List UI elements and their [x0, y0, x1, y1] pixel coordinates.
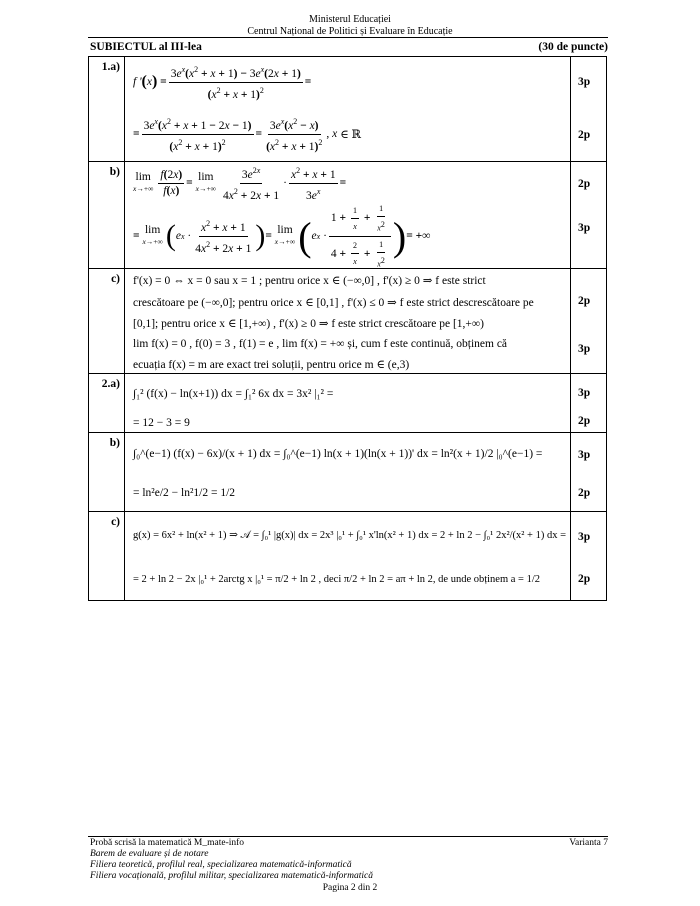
footer-track-2: Filiera vocațională, profilul militar, specializarea matematică-informatică: [90, 871, 373, 881]
points-value: 2p: [578, 129, 591, 141]
table-row: [89, 57, 607, 162]
row-content: [125, 269, 571, 374]
footer-exam: Probă scrisă la matematică M_mate-info: [90, 838, 245, 848]
row-content: [125, 162, 571, 269]
table-row: [89, 374, 607, 433]
points-value: 2p: [578, 415, 591, 427]
points-value: 3p: [578, 449, 591, 461]
header-ministry: Ministerul Educației: [309, 14, 391, 25]
formula-line: f ' ( x ) = $\frac{3e^x(x^2 + x + 1) - 3e^x(2x + 1)}{(x^2 + x + 1)^2}$ =: [133, 64, 312, 101]
formula-line: lim f(x) = 0 , f(0) = 3 , f(1) = e , lim f(x) = +∞ și, cum f este continuă, obținem că: [133, 337, 508, 350]
row-content: [125, 433, 571, 512]
row-points: [571, 269, 607, 374]
grading-table: [88, 56, 607, 601]
formula-line: = ln²e/2 − ln²1/2 = 1/2: [133, 487, 236, 499]
row-content: [125, 374, 571, 433]
formula-line: = 2 + ln 2 − 2x |₀¹ + 2arctg x |₀¹ = π/2 + ln 2 , deci π/2 + ln 2 = aπ + ln 2, de unde obținem a = 1/2: [133, 573, 541, 585]
points-value: 2p: [578, 573, 591, 585]
formula-line: ∫₁² (f(x) − ln(x+1)) dx = ∫₁² 6x dx = 3x² |₁² =: [133, 388, 334, 400]
header-center: Centrul Național de Politici și Evaluare în Educație: [247, 26, 453, 37]
row-points: [571, 512, 607, 601]
points-value: 2p: [578, 487, 591, 499]
table-row: [89, 162, 607, 269]
footer-barem: Barem de evaluare și de notare: [90, 849, 209, 859]
row-label: b): [89, 433, 125, 512]
formula-line: f'(x) = 0 ⇔ x = 0 sau x = 1 ; pentru orice x ∈ (−∞,0] , f'(x) ≥ 0 ⇒ f este strict: [133, 275, 486, 287]
footer-track-1: Filiera teoretică, profilul real, specializarea matematică-informatică: [90, 860, 352, 870]
points-value: 2p: [578, 178, 591, 190]
row-points: [571, 57, 607, 162]
row-content: [125, 512, 571, 601]
footer-variant: Varianta 7: [569, 838, 608, 848]
table-row: [89, 269, 607, 374]
formula-line: ecuația f(x) = m are exact trei soluții, pentru orice m ∈ (e,3): [133, 358, 410, 371]
table-row: [89, 512, 607, 601]
row-label: 1.a): [89, 57, 125, 162]
formula-line: crescătoare pe (−∞,0]; pentru orice x ∈ [0,1] , f'(x) ≤ 0 ⇒ f este strict descrescătoare pe: [133, 296, 534, 309]
formula-line: ∫₀^(e−1) (f(x) − 6x)/(x + 1) dx = ∫₀^(e−1) ln(x + 1)(ln(x + 1))' dx = ln²(x + 1)/2 |₀^(e−1) =: [133, 448, 543, 460]
formula-line: g(x) = 6x² + ln(x² + 1) ⇒ 𝒜 = ∫₀¹ |g(x)| dx = 2x³ |₀¹ + ∫₀¹ x'ln(x² + 1) dx = 2 + ln 2 − ∫₀¹ 2x²/(x² + 1) dx =: [133, 529, 566, 541]
formula-line: = 12 − 3 = 9: [133, 417, 190, 429]
subject-points: (30 de puncte): [538, 41, 608, 53]
row-content: [125, 57, 571, 162]
row-points: [571, 374, 607, 433]
formula-line: lim x→+∞ $\frac{f(2x)}{f(x)}$ = lim x→+∞ $\frac{3e^{2x}}{4x^2 + 2x + 1}$ · $\frac{x^2 + x + 1}{3e^x}$ =: [133, 165, 347, 202]
points-value: 3p: [578, 387, 591, 399]
formula-line: = $\frac{3e^x(x^2 + x + 1 - 2x - 1)}{(x^2 + x + 1)^2}$ = $\frac{3e^x(x^2 - x)}{(x^2 + x + 1)^2}$ , x ∈ ℝ: [133, 116, 362, 153]
formula-line: [0,1]; pentru orice x ∈ [1,+∞) , f'(x) ≥ 0 ⇒ f este strict crescătoare pe [1,+∞): [133, 317, 484, 330]
points-value: 3p: [578, 531, 591, 543]
points-value: 2p: [578, 295, 591, 307]
table-row: [89, 433, 607, 512]
row-label: c): [89, 269, 125, 374]
page-number: Pagina 2 din 2: [322, 883, 378, 893]
header-divider: [88, 37, 608, 38]
subject-title: SUBIECTUL al III-lea: [90, 41, 202, 53]
row-label: c): [89, 512, 125, 601]
formula-line: = lim x→+∞ ( e x · $\frac{x^2 + x + 1}{4x^2 + 2x + 1}$ ) = lim x→+∞ ( e x · 1 + $\frac{1}{x}$ + $\frac{1}{x^2}$ 4 + $\frac{2}{x}$ + $\frac{1}{x^2}$ ) = +∞: [133, 203, 431, 269]
points-value: 3p: [578, 76, 591, 88]
row-label: b): [89, 162, 125, 269]
row-points: [571, 162, 607, 269]
footer-divider: [88, 836, 608, 837]
points-value: 3p: [578, 222, 591, 234]
row-points: [571, 433, 607, 512]
row-label: 2.a): [89, 374, 125, 433]
points-value: 3p: [578, 343, 591, 355]
